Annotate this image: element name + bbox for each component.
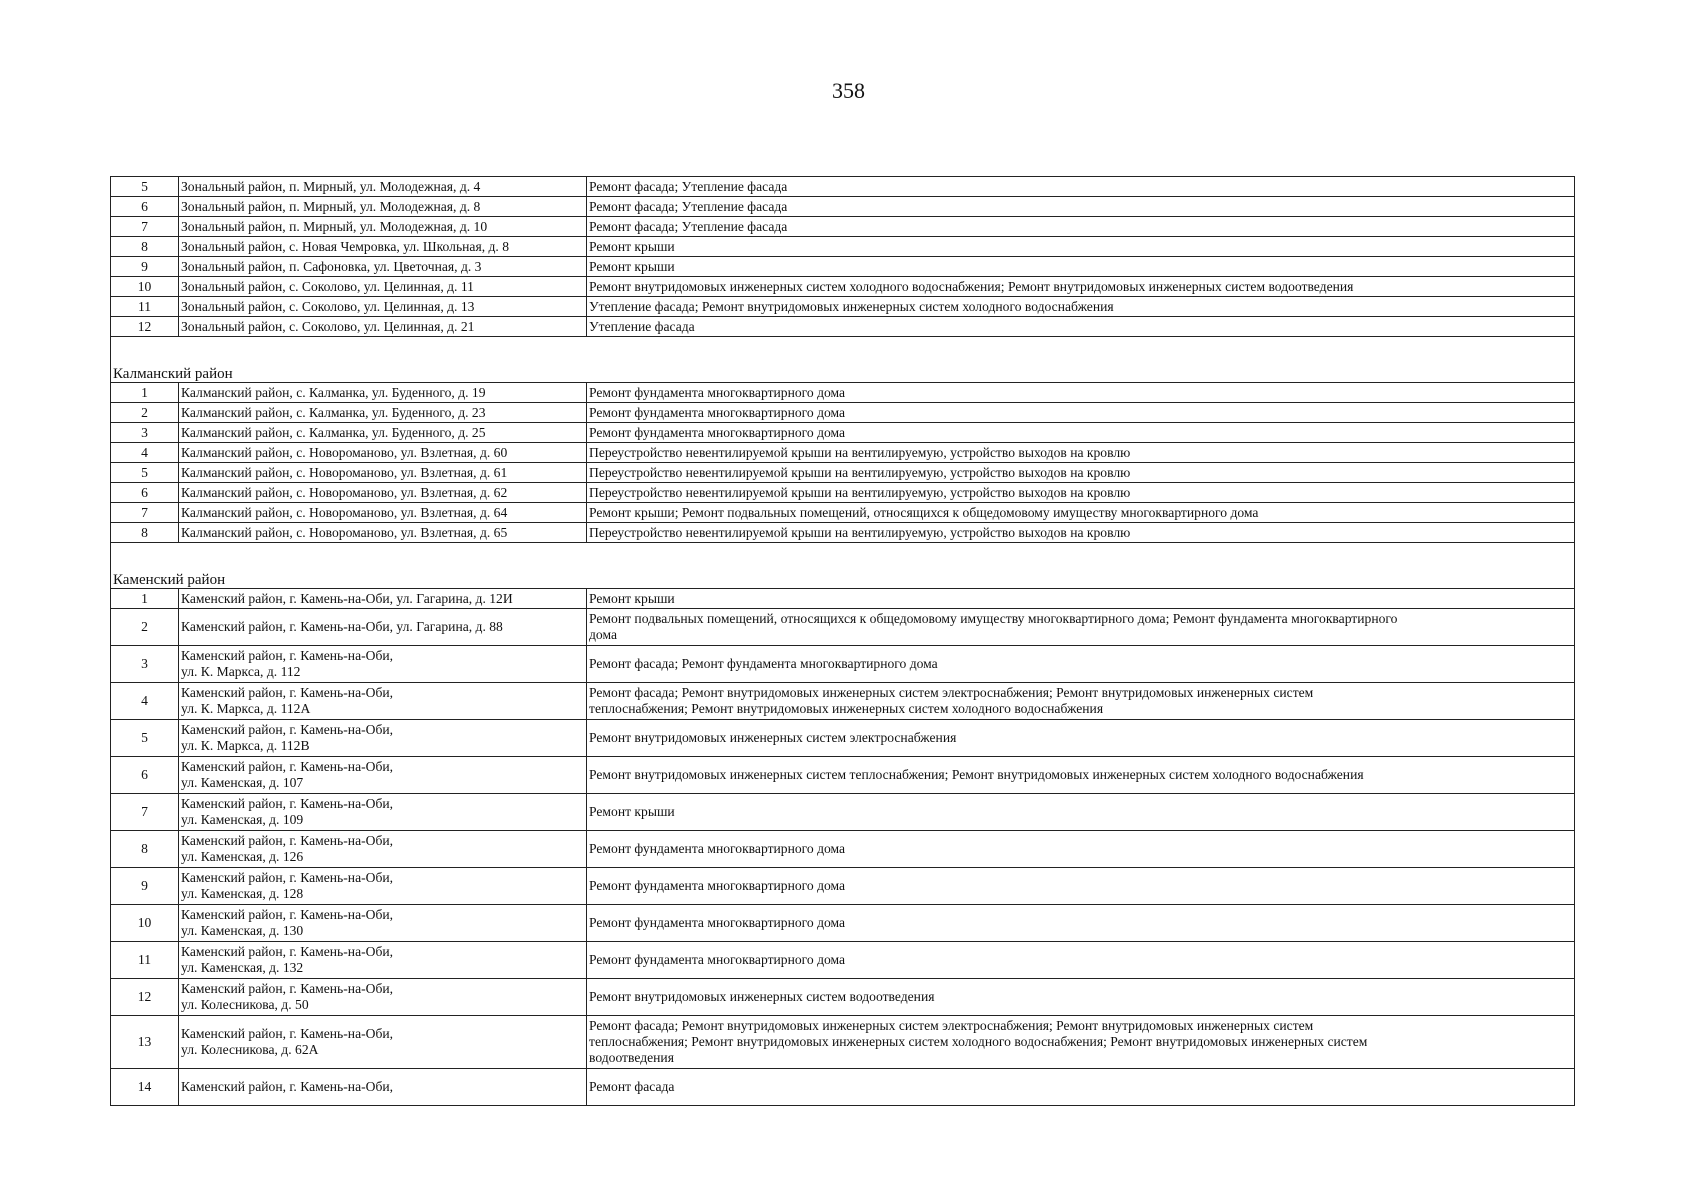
gap-cell bbox=[111, 543, 179, 572]
address-cell: Калманский район, с. Новороманово, ул. Взлетная, д. 61 bbox=[179, 463, 587, 483]
address-cell: Каменский район, г. Камень-на-Оби, ул. Гагарина, д. 12И bbox=[179, 589, 587, 609]
works-cell: Ремонт фундамента многоквартирного дома bbox=[587, 383, 1575, 403]
row-number: 2 bbox=[111, 403, 179, 423]
table-row bbox=[111, 443, 1575, 463]
table-row bbox=[111, 868, 1575, 905]
row-number: 3 bbox=[111, 646, 179, 683]
works-cell: Ремонт фундамента многоквартирного дома bbox=[587, 905, 1575, 942]
district-title: Каменский район bbox=[111, 571, 1575, 589]
works-cell: Ремонт фундамента многоквартирного дома bbox=[587, 942, 1575, 979]
address-cell: Калманский район, с. Новороманово, ул. Взлетная, д. 64 bbox=[179, 503, 587, 523]
gap-cell bbox=[111, 337, 179, 366]
row-number: 3 bbox=[111, 423, 179, 443]
address-cell: Каменский район, г. Камень-на-Оби, ул. К. Маркса, д. 112В bbox=[179, 720, 587, 757]
row-number: 8 bbox=[111, 523, 179, 543]
address-cell: Зональный район, с. Соколово, ул. Целинная, д. 13 bbox=[179, 297, 587, 317]
repair-register-table bbox=[110, 176, 1575, 1106]
row-number: 8 bbox=[111, 831, 179, 868]
table-row bbox=[111, 383, 1575, 403]
works-cell: Переустройство невентилируемой крыши на вентилируемую, устройство выходов на кровлю bbox=[587, 463, 1575, 483]
address-cell: Зональный район, п. Мирный, ул. Молодежная, д. 4 bbox=[179, 177, 587, 197]
table-row bbox=[111, 463, 1575, 483]
register-body bbox=[111, 177, 1575, 1106]
table-row bbox=[111, 1069, 1575, 1106]
address-cell: Зональный район, с. Соколово, ул. Целинная, д. 21 bbox=[179, 317, 587, 337]
district-header-row bbox=[111, 571, 1575, 589]
works-cell: Ремонт крыши bbox=[587, 257, 1575, 277]
address-cell: Каменский район, г. Камень-на-Оби, bbox=[179, 1069, 587, 1106]
works-cell: Утепление фасада bbox=[587, 317, 1575, 337]
row-number: 4 bbox=[111, 683, 179, 720]
table-row bbox=[111, 177, 1575, 197]
row-number: 5 bbox=[111, 463, 179, 483]
row-number: 11 bbox=[111, 297, 179, 317]
row-number: 6 bbox=[111, 197, 179, 217]
row-number: 2 bbox=[111, 609, 179, 646]
table-row bbox=[111, 1016, 1575, 1069]
address-cell: Каменский район, г. Камень-на-Оби, ул. Каменская, д. 132 bbox=[179, 942, 587, 979]
gap-cell bbox=[179, 543, 587, 572]
works-cell: Переустройство невентилируемой крыши на вентилируемую, устройство выходов на кровлю bbox=[587, 483, 1575, 503]
address-cell: Зональный район, с. Соколово, ул. Целинная, д. 11 bbox=[179, 277, 587, 297]
works-cell: Переустройство невентилируемой крыши на вентилируемую, устройство выходов на кровлю bbox=[587, 443, 1575, 463]
row-number: 7 bbox=[111, 794, 179, 831]
row-number: 8 bbox=[111, 237, 179, 257]
row-number: 9 bbox=[111, 257, 179, 277]
row-number: 11 bbox=[111, 942, 179, 979]
table-row bbox=[111, 217, 1575, 237]
gap-cell bbox=[587, 337, 1575, 366]
works-cell: Ремонт крыши bbox=[587, 794, 1575, 831]
address-cell: Калманский район, с. Новороманово, ул. Взлетная, д. 60 bbox=[179, 443, 587, 463]
works-cell: Ремонт внутридомовых инженерных систем холодного водоснабжения; Ремонт внутридомовых инженерных систем водоотведения bbox=[587, 277, 1575, 297]
row-number: 1 bbox=[111, 383, 179, 403]
row-number: 4 bbox=[111, 443, 179, 463]
works-cell: Ремонт внутридомовых инженерных систем теплоснабжения; Ремонт внутридомовых инженерных систем холодного водоснабжения bbox=[587, 757, 1575, 794]
row-number: 5 bbox=[111, 720, 179, 757]
address-cell: Зональный район, п. Сафоновка, ул. Цветочная, д. 3 bbox=[179, 257, 587, 277]
works-cell: Ремонт крыши bbox=[587, 589, 1575, 609]
address-cell: Зональный район, п. Мирный, ул. Молодежная, д. 8 bbox=[179, 197, 587, 217]
table-row bbox=[111, 831, 1575, 868]
district-header-row bbox=[111, 365, 1575, 383]
row-number: 1 bbox=[111, 589, 179, 609]
works-cell: Ремонт фундамента многоквартирного дома bbox=[587, 831, 1575, 868]
table-row bbox=[111, 757, 1575, 794]
works-cell: Ремонт фасада; Ремонт фундамента многоквартирного дома bbox=[587, 646, 1575, 683]
works-cell: Ремонт фасада; Утепление фасада bbox=[587, 217, 1575, 237]
table-row bbox=[111, 277, 1575, 297]
works-cell: Утепление фасада; Ремонт внутридомовых инженерных систем холодного водоснабжения bbox=[587, 297, 1575, 317]
row-number: 6 bbox=[111, 483, 179, 503]
row-number: 6 bbox=[111, 757, 179, 794]
address-cell: Калманский район, с. Новороманово, ул. Взлетная, д. 65 bbox=[179, 523, 587, 543]
works-cell: Ремонт подвальных помещений, относящихся к общедомовому имуществу многоквартирного дома; Ремонт фундамента многоквартирного дома bbox=[587, 609, 1575, 646]
address-cell: Зональный район, п. Мирный, ул. Молодежная, д. 10 bbox=[179, 217, 587, 237]
table-row bbox=[111, 589, 1575, 609]
works-cell: Ремонт фундамента многоквартирного дома bbox=[587, 868, 1575, 905]
table-row bbox=[111, 503, 1575, 523]
address-cell: Калманский район, с. Калманка, ул. Буденного, д. 25 bbox=[179, 423, 587, 443]
table-row bbox=[111, 942, 1575, 979]
address-cell: Каменский район, г. Камень-на-Оби, ул. Каменская, д. 109 bbox=[179, 794, 587, 831]
page-number: 358 bbox=[832, 78, 865, 103]
table-row bbox=[111, 403, 1575, 423]
row-number: 12 bbox=[111, 979, 179, 1016]
table-row bbox=[111, 297, 1575, 317]
table-row bbox=[111, 237, 1575, 257]
works-cell: Ремонт фундамента многоквартирного дома bbox=[587, 403, 1575, 423]
address-cell: Калманский район, с. Калманка, ул. Буденного, д. 19 bbox=[179, 383, 587, 403]
works-cell: Ремонт фасада bbox=[587, 1069, 1575, 1106]
works-cell: Ремонт фундамента многоквартирного дома bbox=[587, 423, 1575, 443]
table-row bbox=[111, 257, 1575, 277]
table-row bbox=[111, 646, 1575, 683]
address-cell: Калманский район, с. Новороманово, ул. Взлетная, д. 62 bbox=[179, 483, 587, 503]
table-row bbox=[111, 979, 1575, 1016]
address-cell: Каменский район, г. Камень-на-Оби, ул. Каменская, д. 126 bbox=[179, 831, 587, 868]
address-cell: Каменский район, г. Камень-на-Оби, ул. Каменская, д. 130 bbox=[179, 905, 587, 942]
table-row bbox=[111, 523, 1575, 543]
works-cell: Ремонт фасада; Утепление фасада bbox=[587, 197, 1575, 217]
works-cell: Ремонт крыши bbox=[587, 237, 1575, 257]
gap-cell bbox=[587, 543, 1575, 572]
district-title: Калманский район bbox=[111, 365, 1575, 383]
works-cell: Ремонт внутридомовых инженерных систем электроснабжения bbox=[587, 720, 1575, 757]
table-row bbox=[111, 609, 1575, 646]
address-cell: Каменский район, г. Камень-на-Оби, ул. К. Маркса, д. 112А bbox=[179, 683, 587, 720]
row-number: 5 bbox=[111, 177, 179, 197]
works-cell: Ремонт фасада; Ремонт внутридомовых инженерных систем электроснабжения; Ремонт внутридомовых инженерных систем теплоснабжения; Ремонт внутридомовых инженерных систем холодного водоснабжения bbox=[587, 683, 1575, 720]
works-cell: Ремонт фасада; Утепление фасада bbox=[587, 177, 1575, 197]
row-number: 9 bbox=[111, 868, 179, 905]
table-row bbox=[111, 483, 1575, 503]
gap-cell bbox=[179, 337, 587, 366]
row-number: 10 bbox=[111, 277, 179, 297]
works-cell: Ремонт крыши; Ремонт подвальных помещений, относящихся к общедомовому имуществу многоквартирного дома bbox=[587, 503, 1575, 523]
address-cell: Калманский район, с. Калманка, ул. Буденного, д. 23 bbox=[179, 403, 587, 423]
row-number: 12 bbox=[111, 317, 179, 337]
table-row bbox=[111, 905, 1575, 942]
row-number: 13 bbox=[111, 1016, 179, 1069]
row-number: 10 bbox=[111, 905, 179, 942]
works-cell: Ремонт фасада; Ремонт внутридомовых инженерных систем электроснабжения; Ремонт внутридомовых инженерных систем теплоснабжения; Ремонт внутридомовых инженерных систем холодного водоснабжения; Ремонт внутридомовых инженерных систем водоотведения bbox=[587, 1016, 1575, 1069]
address-cell: Каменский район, г. Камень-на-Оби, ул. Колесникова, д. 62А bbox=[179, 1016, 587, 1069]
table-row bbox=[111, 720, 1575, 757]
address-cell: Каменский район, г. Камень-на-Оби, ул. Каменская, д. 128 bbox=[179, 868, 587, 905]
row-number: 7 bbox=[111, 217, 179, 237]
row-number: 14 bbox=[111, 1069, 179, 1106]
table-row bbox=[111, 423, 1575, 443]
address-cell: Зональный район, с. Новая Чемровка, ул. Школьная, д. 8 bbox=[179, 237, 587, 257]
section-gap bbox=[111, 337, 1575, 366]
table-row bbox=[111, 197, 1575, 217]
table-row bbox=[111, 683, 1575, 720]
table-row bbox=[111, 317, 1575, 337]
works-cell: Ремонт внутридомовых инженерных систем водоотведения bbox=[587, 979, 1575, 1016]
address-cell: Каменский район, г. Камень-на-Оби, ул. К. Маркса, д. 112 bbox=[179, 646, 587, 683]
address-cell: Каменский район, г. Камень-на-Оби, ул. Гагарина, д. 88 bbox=[179, 609, 587, 646]
address-cell: Каменский район, г. Камень-на-Оби, ул. Каменская, д. 107 bbox=[179, 757, 587, 794]
row-number: 7 bbox=[111, 503, 179, 523]
works-cell: Переустройство невентилируемой крыши на вентилируемую, устройство выходов на кровлю bbox=[587, 523, 1575, 543]
address-cell: Каменский район, г. Камень-на-Оби, ул. Колесникова, д. 50 bbox=[179, 979, 587, 1016]
table-row bbox=[111, 794, 1575, 831]
section-gap bbox=[111, 543, 1575, 572]
